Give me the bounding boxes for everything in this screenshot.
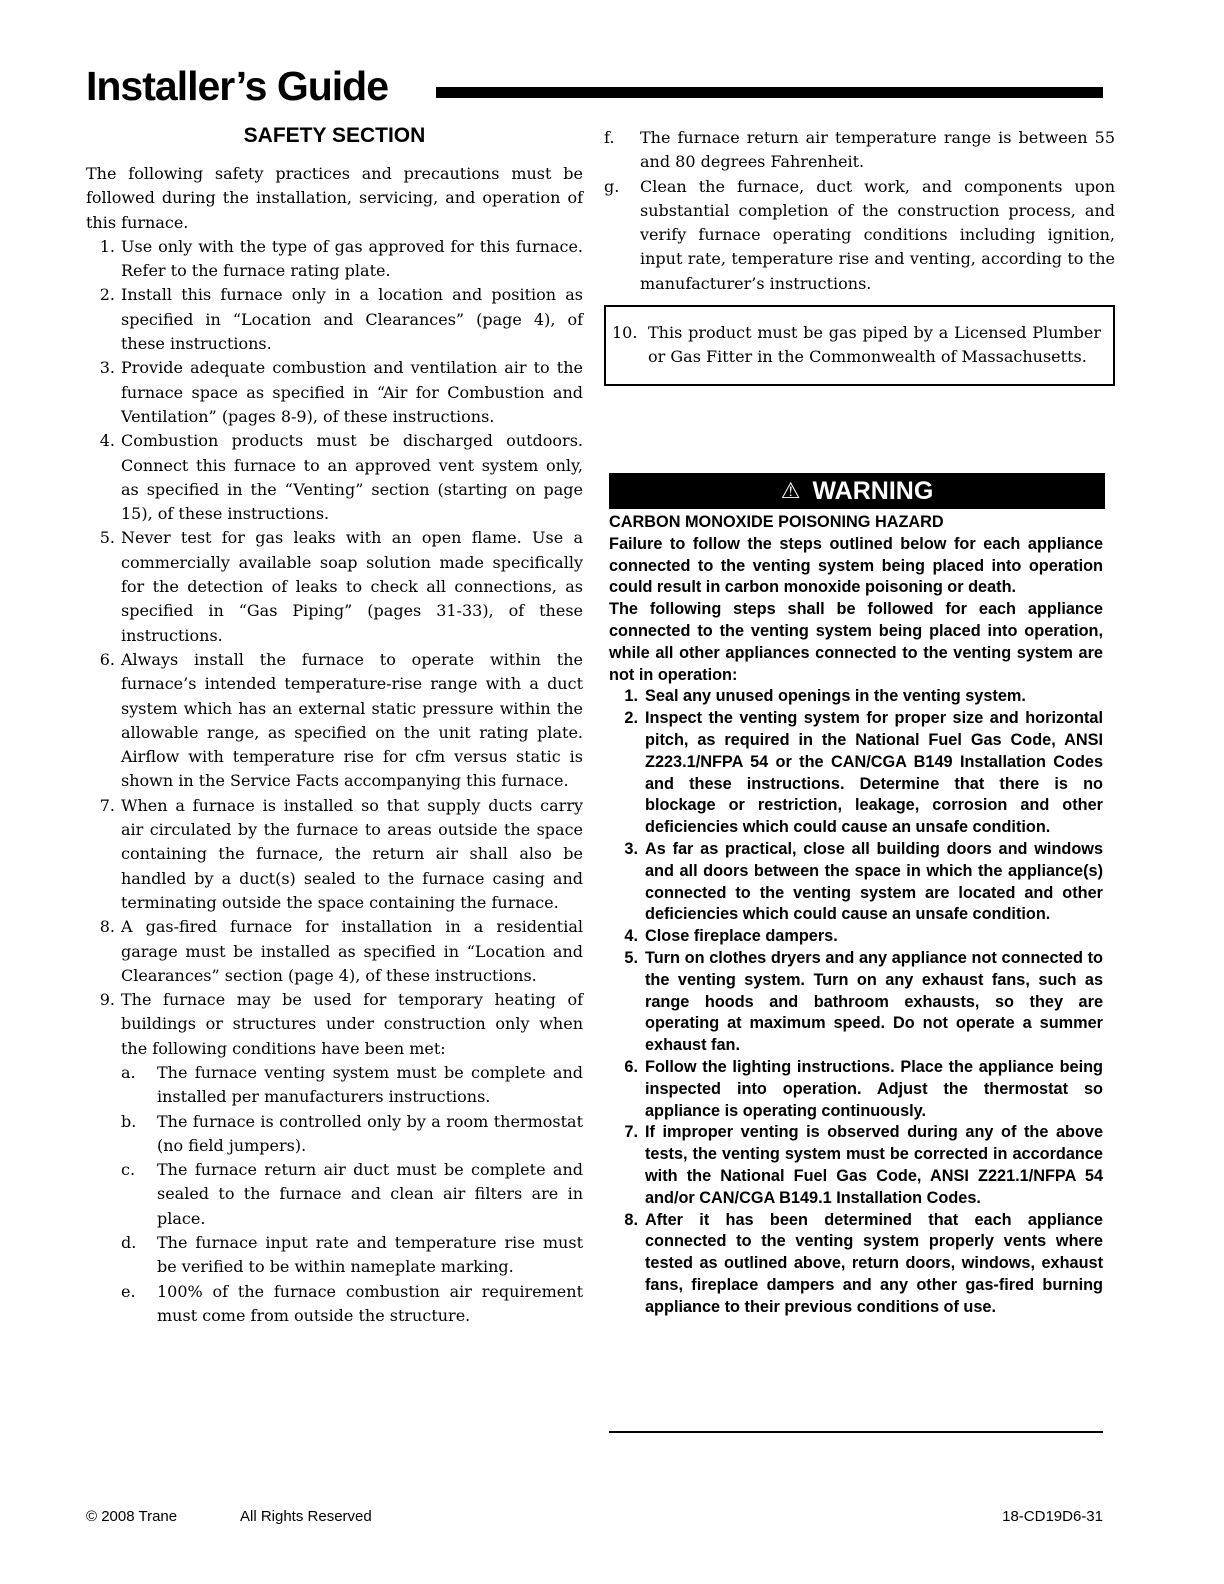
step-text: After it has been determined that each appliance connected to the venting system properly vents where tested as outlined above, return doors, windows, exhaust fans, fireplace dampers and any other gas-fired burning appliance to their previous conditions of use. <box>645 1210 1103 1316</box>
step-number: 6. <box>624 1057 638 1076</box>
step-number: 2. <box>624 709 638 728</box>
condition-list-continued <box>604 126 1115 296</box>
safety-list <box>86 235 583 1328</box>
safety-intro: The following safety practices and precautions must be followed during the installation, servicing, and operation of this furnace. <box>86 164 583 232</box>
warning-body <box>609 512 1103 1318</box>
page-title: Installer’s Guide <box>86 63 388 109</box>
condition-letter: c. <box>121 1160 136 1180</box>
massachusetts-notice-box <box>604 305 1115 386</box>
condition-letter: g. <box>604 176 620 196</box>
hazard-title: CARBON MONOXIDE POISONING HAZARD <box>609 513 944 531</box>
warning-bottom-rule <box>609 1431 1103 1433</box>
footer-document-number: 18-CD19D6-31 <box>1002 1508 1103 1525</box>
warning-step <box>609 1122 1103 1209</box>
item-number: 7. <box>99 795 115 815</box>
safety-item <box>86 526 583 647</box>
step-text: Inspect the venting system for proper size and horizontal pitch, as required in the National Fuel Gas Code, ANSI Z223.1/NFPA 54 or the CAN/CGA B149 Installation Codes and these instructions. Determine that there is no blockage or restriction, leakage, corrosion and other deficiencies which could cause an unsafe condition. <box>645 709 1103 837</box>
step-number: 7. <box>624 1123 638 1142</box>
item-text: Install this furnace only in a location and position as specified in “Location and Clearances” (page 4), of these instructions. <box>121 285 583 354</box>
step-text: Follow the lighting instructions. Place the appliance being inspected into operation. Adjust the thermostat so appliance is operating continuously. <box>645 1057 1103 1120</box>
item-number: 1. <box>99 236 115 256</box>
item-text: Provide adequate combustion and ventilation air to the furnace space as specified in “Air for Combustion and Ventilation” (pages 8-9), of these instructions. <box>121 358 583 426</box>
safety-item <box>86 235 583 284</box>
safety-item <box>86 988 583 1328</box>
condition-item <box>121 1231 583 1280</box>
item-text: This product must be gas piped by a Licensed Plumber or Gas Fitter in the Commonwealth of Massachusetts. <box>648 323 1101 367</box>
condition-list <box>121 1061 583 1328</box>
item-number: 2. <box>99 285 115 305</box>
step-text: Close fireplace dampers. <box>645 927 838 946</box>
safety-item <box>86 648 583 794</box>
condition-item <box>121 1110 583 1159</box>
warning-step <box>609 926 1103 948</box>
safety-item <box>86 283 583 356</box>
warning-step <box>609 686 1103 708</box>
item-text: Combustion products must be discharged outdoors. Connect this furnace to an approved vent system only, as specified in the “Venting” section (starting on page 15), of these instructions. <box>121 431 583 524</box>
warning-banner <box>609 473 1105 509</box>
condition-text: The furnace venting system must be complete and installed per manufacturers instructions. <box>157 1062 583 1107</box>
footer-rights: All Rights Reserved <box>240 1508 372 1525</box>
item-text: When a furnace is installed so that supply ducts carry air circulated by the furnace to areas outside the space containing the furnace, the return air shall also be handled by a duct(s) sealed to the furnace casing and terminating outside the space containing the furnace. <box>121 795 583 912</box>
item-number: 9. <box>99 990 115 1010</box>
condition-text: The furnace return air temperature range is between 55 and 80 degrees Fahrenheit. <box>640 128 1115 172</box>
step-number: 8. <box>624 1210 638 1229</box>
warning-paragraph: Failure to follow the steps outlined below for each appliance connected to the venting system being placed into operation could result in carbon monoxide poisoning or death. <box>609 534 1103 597</box>
item-number: 4. <box>99 431 115 451</box>
warning-step <box>609 839 1103 926</box>
condition-text: 100% of the furnace combustion air requirement must come from outside the structure. <box>157 1281 583 1325</box>
safety-section-right <box>604 126 1115 386</box>
condition-text: The furnace is controlled only by a room thermostat (no field jumpers). <box>157 1111 583 1155</box>
item-number: 3. <box>99 358 115 378</box>
item-number: 5. <box>99 528 115 548</box>
warning-step <box>609 948 1103 1057</box>
warning-step <box>609 1210 1103 1319</box>
condition-item <box>121 1158 583 1231</box>
warning-triangle-icon: ⚠ <box>780 478 801 503</box>
step-text: If improper venting is observed during any of the above tests, the venting system must be corrected in accordance with the National Fuel Gas Code, ANSI Z221.1/NFPA 54 and/or CAN/CGA B149.1 Installation Codes. <box>645 1123 1103 1207</box>
step-text: As far as practical, close all building doors and windows and all doors between the space in which the appliance(s) connected to the venting system are located and other deficiencies which could cause an unsafe condition. <box>645 839 1103 924</box>
footer-copyright: © 2008 Trane <box>86 1508 178 1525</box>
step-number: 1. <box>624 687 638 706</box>
warning-step <box>609 708 1103 839</box>
item-text: A gas-fired furnace for installation in a residential garage must be installed as specified in “Location and Clearances” section (page 4), of these instructions. <box>121 917 583 985</box>
safety-item <box>86 794 583 915</box>
condition-text: The furnace input rate and temperature rise must be verified to be within nameplate marking. <box>157 1233 583 1277</box>
item-text: Always install the furnace to operate within the furnace’s intended temperature-rise range with a duct system which has an external static pressure within the allowable range, as specified on the unit rating plate. Airflow with temperature rise for cfm versus static is shown in the Service Facts accompanying this furnace. <box>121 649 583 791</box>
condition-text: The furnace return air duct must be complete and sealed to the furnace and clean air filters are in place. <box>157 1160 583 1228</box>
warning-step <box>609 1057 1103 1122</box>
safety-item <box>86 356 583 429</box>
step-number: 3. <box>624 839 638 858</box>
step-text: Turn on clothes dryers and any appliance not connected to the venting system. Turn on any exhaust fans, such as range hoods and bathroom exhausts, so they are operating at maximum speed. Do not operate a summer exhaust fan. <box>645 948 1103 1055</box>
header-rule <box>436 87 1103 98</box>
condition-item <box>604 126 1115 175</box>
item-number: 8. <box>99 917 115 937</box>
section-heading: SAFETY SECTION <box>243 124 426 147</box>
item-number: 10. <box>612 323 638 343</box>
step-number: 5. <box>624 948 638 967</box>
item-text: Never test for gas leaks with an open flame. Use a commercially available soap solution made specifically for the detection of leaks to check all connections, as specified in “Gas Piping” (pages 31-33), of these instructions. <box>121 528 583 645</box>
condition-item <box>121 1280 583 1329</box>
step-text: Seal any unused openings in the venting system. <box>645 687 1026 706</box>
warning-paragraph: The following steps shall be followed for each appliance connected to the venting system being placed into operation, while all other appliances connected to the venting system are not in operation: <box>609 600 1103 684</box>
warning-label: WARNING <box>812 476 934 505</box>
condition-letter: b. <box>121 1111 137 1131</box>
item-text: The furnace may be used for temporary heating of buildings or structures under construction only when the following conditions have been met: <box>121 990 583 1058</box>
warning-steps <box>609 686 1103 1318</box>
safety-item <box>86 915 583 988</box>
condition-letter: d. <box>121 1233 137 1253</box>
step-number: 4. <box>624 927 638 946</box>
item-text: Use only with the type of gas approved for this furnace. Refer to the furnace rating plate. <box>121 236 583 281</box>
condition-text: Clean the furnace, duct work, and components upon substantial completion of the construction process, and verify furnace operating conditions including ignition, input rate, temperature rise and venting, according to the manufacturer’s instructions. <box>640 176 1115 293</box>
condition-item <box>121 1061 583 1110</box>
item-number: 6. <box>99 649 115 669</box>
condition-letter: f. <box>604 128 615 147</box>
safety-item <box>86 429 583 526</box>
safety-section-left <box>86 122 583 1328</box>
condition-letter: e. <box>121 1281 136 1301</box>
condition-letter: a. <box>121 1062 136 1082</box>
condition-item <box>604 175 1115 296</box>
